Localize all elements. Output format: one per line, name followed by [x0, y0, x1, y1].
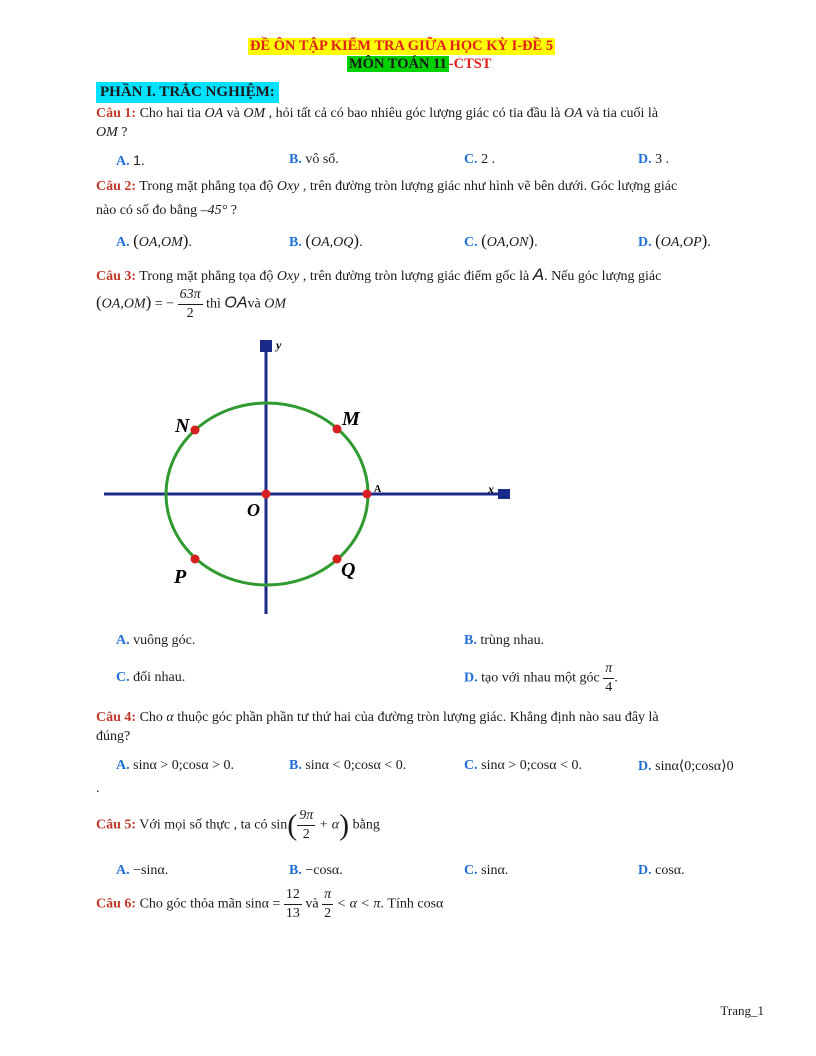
q3-math-1: Oxy: [276, 269, 300, 284]
q3-option-c[interactable]: [116, 670, 185, 686]
exam-subtitle: [347, 56, 491, 73]
unit-circle-figure: [100, 336, 520, 616]
option-label: C.: [464, 863, 478, 878]
paren-close: ): [353, 231, 360, 250]
point-p: [191, 555, 200, 564]
q4-text-2: thuộc góc phần phần tư thứ hai của đường tròn lượng giác. Khẳng định nào sau đây là: [173, 710, 659, 725]
q3-option-d[interactable]: [464, 660, 618, 697]
paren-open: (: [305, 231, 312, 250]
stray-period: .: [96, 781, 100, 796]
option-text: 1.: [133, 152, 145, 168]
q2-option-c[interactable]: [464, 231, 538, 251]
option-after: .: [614, 670, 618, 686]
q3-fraction: [178, 286, 203, 323]
q5-option-c[interactable]: [464, 863, 508, 879]
fraction-numerator: 63π: [178, 286, 203, 305]
option-after: .: [359, 235, 363, 250]
q6-text-2: và: [301, 896, 323, 912]
q1-text-1: Cho hai tia: [136, 106, 205, 121]
q3-lhs: OA,OM: [101, 296, 146, 312]
option-text: sinα⟨0;cosα⟩0: [655, 759, 734, 774]
q1-option-d[interactable]: [638, 152, 669, 168]
q4-option-b[interactable]: [289, 758, 406, 774]
q2-text-4: ?: [227, 203, 237, 218]
option-label: D.: [638, 152, 652, 167]
q4-text-1: Cho: [136, 710, 167, 725]
section-heading: PHẦN I. TRẮC NGHIỆM:: [96, 82, 279, 103]
option-label: D.: [638, 759, 652, 774]
q1-text-5: ?: [117, 125, 128, 140]
fraction-denominator: 2: [324, 906, 332, 921]
option-label: C.: [464, 152, 478, 167]
question-5-label: Câu 5:: [96, 817, 137, 833]
q1-option-a[interactable]: [116, 152, 145, 170]
q3-text-2: , trên đường tròn lượng giác điểm gốc là: [299, 269, 533, 284]
question-6-label: Câu 6:: [96, 896, 137, 912]
option-label: A.: [116, 863, 130, 878]
q2-option-d[interactable]: [638, 231, 711, 251]
x-axis-marker: [498, 489, 510, 499]
q5-option-a[interactable]: [116, 863, 168, 879]
q5-sin: sin: [270, 817, 288, 833]
q2-option-b[interactable]: [289, 231, 363, 251]
option-label: B.: [289, 863, 302, 878]
fraction-numerator: 9π: [297, 807, 315, 826]
q2-math-1: Oxy: [276, 179, 300, 194]
fraction-numerator: 12: [284, 886, 302, 905]
question-1-line2: [96, 125, 128, 141]
option-text: sinα.: [481, 863, 509, 878]
y-axis-marker: [260, 340, 272, 352]
q5-text-2: bằng: [349, 817, 380, 833]
question-3-label: Câu 3:: [96, 269, 137, 284]
question-4-line2: đúng?: [96, 729, 131, 744]
q6-math-1: cosα: [417, 896, 444, 912]
exam-title: ĐỀ ÔN TẬP KIỂM TRA GIỮA HỌC KỲ I-ĐỀ 5: [250, 38, 554, 54]
point-a-label: A: [374, 484, 382, 495]
q5-plus: + α: [315, 817, 340, 833]
subject-label: MÔN TOÁN 11: [349, 56, 447, 72]
option-text: OA,OM: [138, 235, 183, 250]
q1-text-4: và tia cuối là: [582, 106, 659, 121]
q5-fraction: [297, 807, 315, 844]
question-2-label: Câu 2:: [96, 179, 137, 194]
curriculum-label: -CTST: [448, 56, 492, 72]
option-text: sinα > 0;cosα > 0.: [133, 758, 234, 773]
q6-inequality: < α < π: [333, 896, 381, 912]
fraction-denominator: 4: [605, 680, 613, 695]
paren-open: (: [96, 292, 102, 312]
q1-option-b[interactable]: [289, 152, 339, 168]
q3-eq: = −: [151, 296, 175, 312]
q3-math-2: A: [532, 265, 545, 284]
q3-option-a[interactable]: [116, 633, 195, 649]
option-text: 3 .: [655, 152, 670, 167]
q5-option-b[interactable]: [289, 863, 343, 879]
option-text: sinα > 0;cosα < 0.: [481, 758, 582, 773]
q1-math-2: OM: [243, 106, 266, 121]
fraction-denominator: 2: [302, 827, 310, 842]
q2-text-1: Trong mặt phẳng tọa độ: [136, 179, 277, 194]
option-label: A.: [116, 633, 130, 648]
option-text: vô số.: [305, 152, 339, 167]
option-label: B.: [289, 152, 302, 167]
q1-option-c[interactable]: [464, 152, 495, 168]
option-text: OA,ON: [486, 235, 529, 250]
q4-math-1: α: [166, 710, 174, 725]
q1-text-2: và: [223, 106, 244, 121]
page-number: Trang_1: [720, 1003, 764, 1018]
paren-open: (: [655, 231, 661, 250]
option-label: D.: [464, 670, 478, 686]
q5-text-1: Với mọi số thực , ta có: [136, 817, 271, 833]
question-3-line1: [96, 265, 661, 285]
q3-text-1: Trong mặt phẳng tọa độ: [136, 269, 277, 284]
q3-text-4: thì: [202, 296, 225, 312]
fraction-denominator: 13: [285, 906, 300, 921]
q6-sin: sinα =: [245, 896, 284, 912]
paren-close: ): [145, 292, 152, 312]
question-4-label: Câu 4:: [96, 710, 137, 725]
q3-option-b[interactable]: [464, 633, 544, 649]
question-1-line1: [96, 106, 658, 122]
big-paren-open: (: [287, 808, 298, 842]
point-m: [333, 425, 342, 434]
q6-text-1: Cho góc thỏa mãn: [136, 896, 246, 912]
paren-open: (: [481, 231, 487, 250]
option-label: D.: [638, 863, 652, 878]
q2-text-3: nào có số đo bằng: [96, 203, 201, 218]
q1-math-5: OM: [96, 125, 118, 140]
paren-close: ): [528, 231, 535, 250]
option-text: cosα.: [655, 863, 685, 878]
x-axis-label: x: [488, 482, 494, 496]
q2-text-2: , trên đường tròn lượng giác như hình vẽ bên dưới. Góc lượng giác: [299, 179, 678, 194]
option-label: B.: [289, 235, 302, 250]
option-after: .: [707, 235, 711, 250]
option-after: .: [534, 235, 538, 250]
q3-math-4: OM: [264, 296, 286, 312]
q1-text-3: , hỏi tất cả có bao nhiêu góc lượng giác có tia đầu là: [265, 106, 564, 121]
q2-math-2: –45°: [200, 203, 228, 218]
question-2-line1: [96, 179, 677, 195]
option-text: tạo với nhau một góc: [481, 670, 604, 686]
option-fraction: [603, 660, 614, 697]
q1-math-1: OA: [204, 106, 224, 121]
question-1-label: Câu 1:: [96, 106, 137, 121]
q3-math-3: OA: [224, 294, 248, 312]
q6-fraction-1: [284, 886, 302, 923]
option-text: OA,OP: [660, 235, 702, 250]
point-m-label: M: [342, 408, 360, 430]
point-a: [363, 490, 372, 499]
option-label: C.: [116, 670, 130, 685]
question-6-line1: [96, 886, 443, 923]
option-label: C.: [464, 758, 478, 773]
q4-option-a[interactable]: [116, 758, 234, 774]
question-4-line1: [96, 710, 659, 726]
option-label: D.: [638, 235, 652, 250]
q1-math-3: OA: [563, 106, 583, 121]
question-3-line2: [96, 286, 286, 323]
fraction-numerator: π: [603, 660, 614, 679]
option-text: OA,OQ: [311, 235, 354, 250]
fraction-numerator: π: [322, 886, 333, 905]
option-label: B.: [464, 633, 477, 648]
option-text: vuông góc.: [133, 633, 196, 648]
origin-label: O: [247, 500, 260, 520]
q5-option-d[interactable]: [638, 863, 685, 879]
option-label: A.: [116, 154, 130, 169]
q3-text-3: . Nếu góc lượng giác: [544, 269, 662, 284]
option-label: A.: [116, 235, 130, 250]
question-2-line2: [96, 203, 237, 219]
paren-open: (: [133, 231, 139, 250]
point-n: [191, 426, 200, 435]
option-text: −cosα.: [305, 863, 343, 878]
option-label: A.: [116, 758, 130, 773]
option-text: 2 .: [481, 152, 496, 167]
origin-point: [262, 490, 271, 499]
q2-option-a[interactable]: [116, 231, 192, 251]
point-q-label: Q: [341, 559, 356, 581]
option-after: .: [188, 235, 192, 250]
question-5-line1: [96, 807, 380, 844]
option-label: B.: [289, 758, 302, 773]
point-n-label: N: [175, 415, 190, 437]
q6-fraction-2: [322, 886, 333, 923]
option-text: trùng nhau.: [480, 633, 545, 648]
q4-option-d[interactable]: [638, 758, 734, 775]
paren-close: ): [182, 231, 189, 250]
q3-text-5: và: [247, 296, 265, 312]
q6-text-4: . Tính: [380, 896, 418, 912]
option-text: −sinα.: [133, 863, 169, 878]
paren-close: ): [701, 231, 708, 250]
option-label: C.: [464, 235, 478, 250]
q4-option-c[interactable]: [464, 758, 582, 774]
option-text: đối nhau.: [133, 670, 186, 685]
big-paren-close: ): [339, 808, 350, 842]
fraction-denominator: 2: [186, 306, 194, 321]
option-text: sinα < 0;cosα < 0.: [305, 758, 407, 773]
y-axis-label: y: [276, 338, 282, 352]
point-p-label: P: [174, 566, 187, 588]
